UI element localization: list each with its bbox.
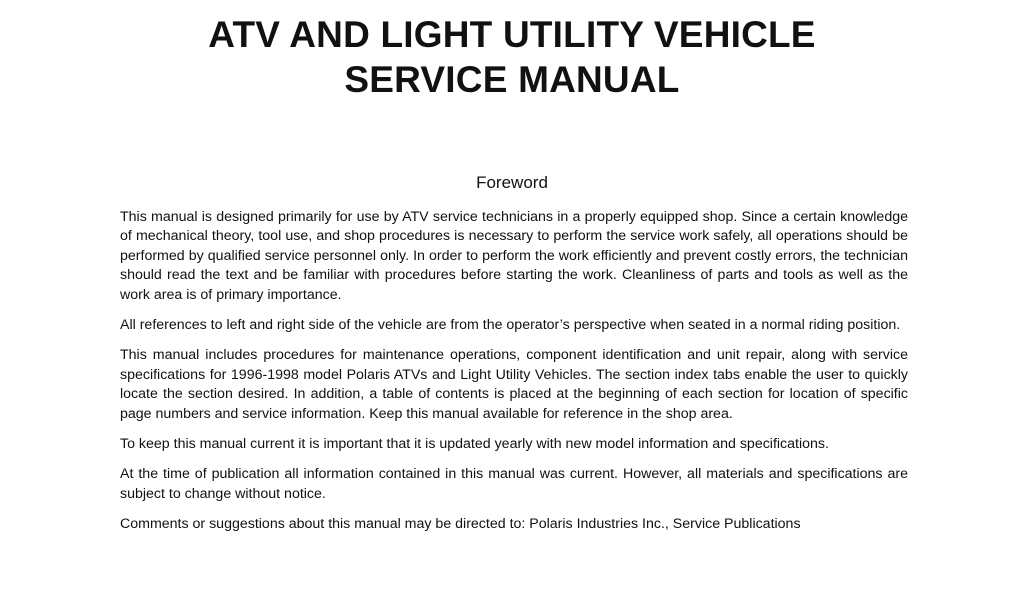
title-line-1: ATV AND LIGHT UTILITY VEHICLE <box>208 14 816 55</box>
foreword-heading: Foreword <box>476 173 548 192</box>
paragraph-orientation: All references to left and right side of the vehicle are from the operator’s perspective when seated in a normal riding position. <box>120 317 901 334</box>
paragraph-publication: At the time of publication all information contained in this manual was current. However, all materials and specifications are subject to change without notice. <box>120 466 908 502</box>
foreword-body <box>120 208 908 546</box>
paragraph-updates: To keep this manual current it is important that it is updated yearly with new model information and specifications. <box>120 436 829 453</box>
paragraph-intro: This manual is designed primarily for use by ATV service technicians in a properly equipped shop. Since a certain knowledge of mechanical theory, tool use, and shop procedures is necessary to perform the service work safely, all operations should be performed by qualified service personnel only. In order to perform the work efficiently and prevent costly errors, the technician should read the text and be familiar with procedures before starting the work. Cleanliness of parts and tools as well as the work area is of primary importance. <box>120 209 908 303</box>
title-line-2: SERVICE MANUAL <box>344 59 680 100</box>
paragraph-contents: This manual includes procedures for maintenance operations, component identification and unit repair, along with service specifications for 1996-1998 model Polaris ATVs and Light Utility Vehicles. The section index tabs enable the user to quickly locate the section desired. In addition, a table of contents is placed at the beginning of each section for location of specific page numbers and service information. Keep this manual available for reference in the shop area. <box>120 347 908 422</box>
paragraph-comments: Comments or suggestions about this manual may be directed to: Polaris Industries Inc., Service Publications <box>120 516 801 533</box>
document-title <box>0 12 1024 102</box>
